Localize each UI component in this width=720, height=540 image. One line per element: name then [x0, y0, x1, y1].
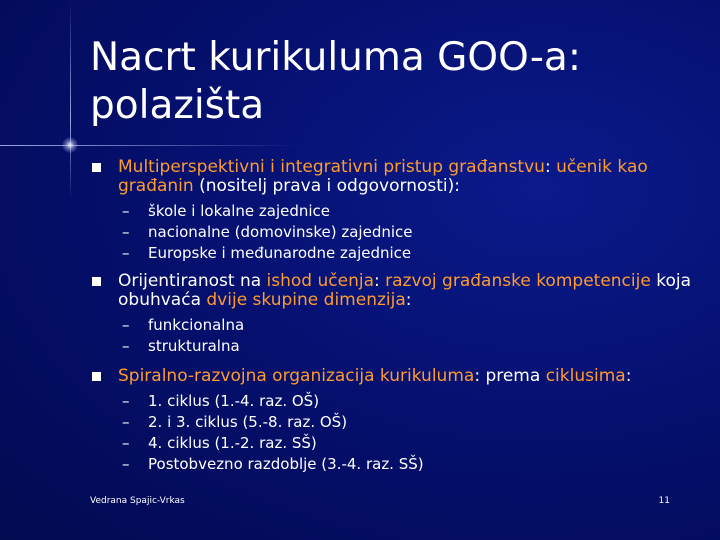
sub-list-item: [90, 243, 710, 264]
slide-content: [90, 158, 710, 475]
slide-title-line1: Nacrt kurikuluma GOO-a:: [90, 35, 581, 80]
decorative-glow: [62, 137, 78, 153]
bullet-text-segment: Multiperspektivni i integrativni pristup građanstvu: [118, 157, 545, 177]
sub-item-text: 2. i 3. ciklus (5.-8. raz. OŠ): [148, 413, 348, 431]
square-bullet-icon: [92, 277, 101, 286]
dash-marker: –: [122, 316, 130, 334]
bullet-text-segment: :: [374, 271, 386, 291]
square-bullet-icon: [92, 372, 101, 381]
bullet-text-segment: Orijentiranost na: [118, 271, 267, 291]
dash-marker: –: [122, 337, 130, 355]
bullet-text-segment: :: [544, 157, 557, 177]
decorative-vertical-line: [70, 0, 71, 200]
bullet-item: [90, 158, 710, 196]
bullet-text-segment: učenik kao građanin: [118, 157, 648, 196]
sub-list-item: [90, 412, 710, 433]
bullet-text-segment: ishod učenja: [266, 271, 374, 291]
sub-list-item: [90, 201, 710, 222]
dash-marker: –: [122, 392, 130, 410]
sub-list-item: [90, 336, 710, 357]
dash-marker: –: [122, 202, 130, 220]
bullet-text-segment: :: [625, 366, 632, 386]
bullet-text-segment: : prema: [474, 366, 546, 386]
sub-list: [90, 201, 710, 264]
bullet-text-segment: razvoj građanske kompetencije: [385, 271, 651, 291]
footer-author: Vedrana Spajic-Vrkas: [90, 496, 185, 506]
sub-list: [90, 391, 710, 475]
slide-title: [90, 34, 690, 130]
dash-marker: –: [122, 244, 130, 262]
dash-marker: –: [122, 223, 130, 241]
sub-item-text: 4. ciklus (1.-2. raz. SŠ): [148, 434, 317, 452]
sub-list-item: [90, 391, 710, 412]
bullet-text-segment: :: [405, 290, 412, 310]
dash-marker: –: [122, 434, 130, 452]
sub-item-text: strukturalna: [148, 337, 240, 355]
dash-marker: –: [122, 413, 130, 431]
page-number: 11: [658, 496, 670, 506]
sub-item-text: Postobvezno razdoblje (3.-4. raz. SŠ): [148, 455, 424, 473]
bullet-text-segment: dvije skupine dimenzija: [206, 290, 406, 310]
sub-list-item: [90, 433, 710, 454]
bullet-item: [90, 367, 710, 386]
sub-item-text: funkcionalna: [148, 316, 245, 334]
bullet-text-segment: koja obuhvaća: [118, 271, 691, 310]
bullet-item: [90, 272, 710, 310]
sub-list-item: [90, 222, 710, 243]
bullet-text-segment: (nositelj prava i odgovornosti):: [193, 176, 460, 196]
dash-marker: –: [122, 455, 130, 473]
bullet-text-segment: ciklusima: [545, 366, 626, 386]
sub-list: [90, 315, 710, 357]
sub-item-text: 1. ciklus (1.-4. raz. OŠ): [148, 392, 320, 410]
slide-title-line2: polazišta: [90, 83, 265, 128]
sub-item-text: škole i lokalne zajednice: [148, 202, 331, 220]
decorative-horizontal-line: [0, 145, 300, 146]
sub-item-text: Europske i međunarodne zajednice: [148, 244, 412, 262]
sub-item-text: nacionalne (domovinske) zajednice: [148, 223, 413, 241]
sub-list-item: [90, 315, 710, 336]
sub-list-item: [90, 454, 710, 475]
square-bullet-icon: [92, 163, 101, 172]
bullet-text-segment: Spiralno-razvojna organizacija kurikuluma: [118, 366, 475, 386]
